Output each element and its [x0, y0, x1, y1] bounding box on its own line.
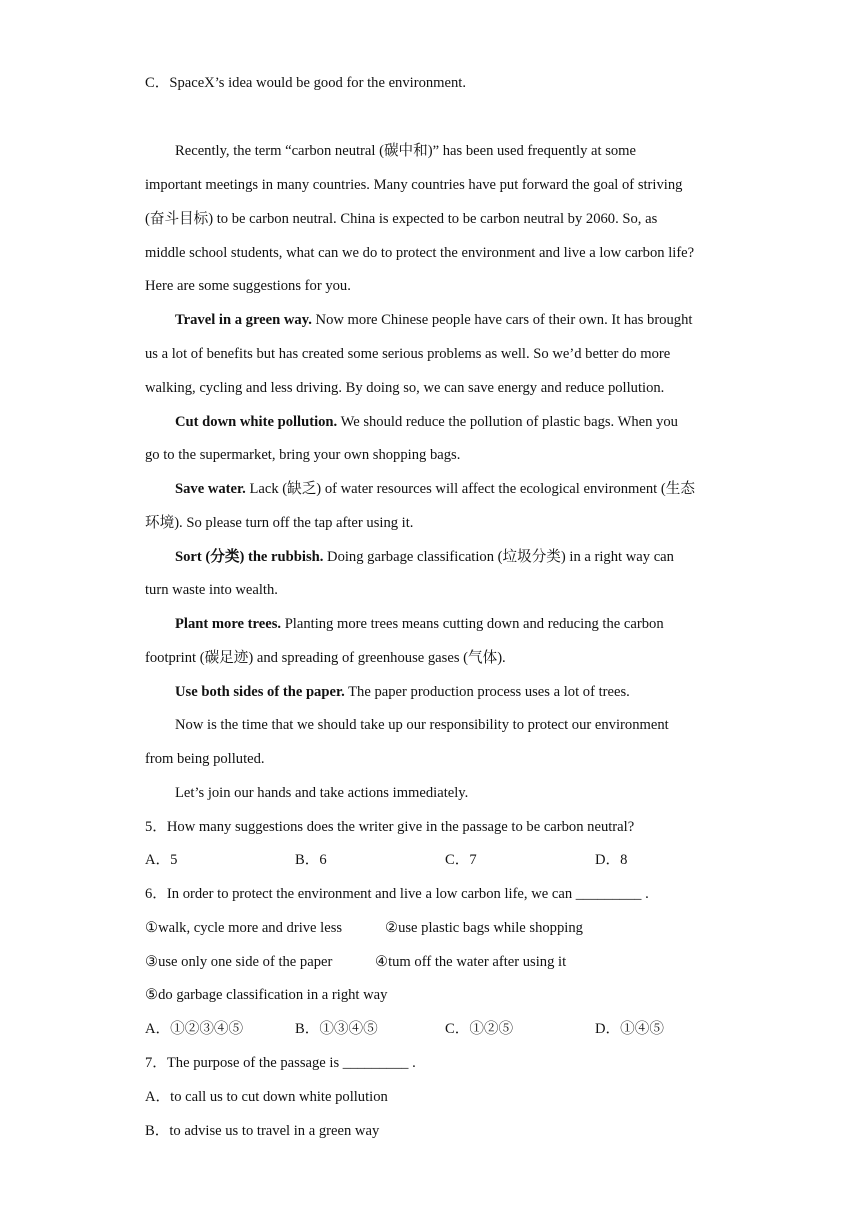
closing-line-2: from being polluted. — [145, 751, 265, 767]
closing-line-1: Now is the time that we should take up our responsibility to protect our environment — [175, 717, 669, 733]
closing-line-3: Let’s join our hands and take actions immediately. — [175, 785, 469, 801]
suggestion-2-heading: Cut down white pollution. — [175, 414, 338, 430]
question-6-option-b: B．①③④⑤ — [295, 1021, 378, 1037]
suggestion-3-line-1 — [175, 479, 695, 499]
suggestion-2-text: We should reduce the pollution of plastic bags. When you — [337, 414, 678, 430]
question-6-option-c: C．①②⑤ — [445, 1021, 514, 1037]
suggestion-5-line-2: footprint (碳足迹) and spreading of greenhouse gases (气体). — [145, 650, 506, 666]
suggestion-5-heading: Plant more trees. — [175, 616, 282, 632]
suggestion-6-text: The paper production process uses a lot of trees. — [344, 684, 630, 700]
question-6-item-5: ⑤do garbage classification in a right way — [145, 987, 388, 1003]
question-5-option-b: B．6 — [295, 852, 327, 868]
question-7-option-a: A．to call us to cut down white pollution — [145, 1089, 388, 1105]
intro-line-3: (奋斗目标) to be carbon neutral. China is expected to be carbon neutral by 2060. So, as — [145, 211, 658, 227]
prev-question-option-c: C．SpaceX’s idea would be good for the environment. — [145, 75, 466, 91]
suggestion-1-heading: Travel in a green way. — [175, 312, 312, 328]
suggestion-1-line-1 — [175, 310, 692, 330]
question-7-stem: 7．The purpose of the passage is _________ . — [145, 1055, 416, 1071]
suggestion-4-heading: Sort (分类) the rubbish. — [175, 549, 324, 565]
suggestion-2-line-2: go to the supermarket, bring your own shopping bags. — [145, 447, 461, 463]
question-5-stem: 5．How many suggestions does the writer give in the passage to be carbon neutral? — [145, 819, 635, 835]
intro-line-1: Recently, the term “carbon neutral (碳中和)” has been used frequently at some — [175, 143, 637, 159]
suggestion-2-line-1 — [175, 412, 678, 432]
suggestion-5-text: Planting more trees means cutting down and reducing the carbon — [281, 616, 664, 632]
question-6-option-a: A．①②③④⑤ — [145, 1021, 244, 1037]
question-6-stem: 6．In order to protect the environment and live a low carbon life, we can _________ . — [145, 886, 649, 902]
question-5-option-a: A．5 — [145, 852, 178, 868]
suggestion-4-line-2: turn waste into wealth. — [145, 582, 278, 598]
intro-line-5: Here are some suggestions for you. — [145, 278, 351, 294]
question-7-option-b: B．to advise us to travel in a green way — [145, 1123, 380, 1139]
suggestion-3-text: Lack (缺乏) of water resources will affect the ecological environment (生态 — [245, 481, 695, 497]
suggestion-1-text: Now more Chinese people have cars of their own. It has brought — [311, 312, 693, 328]
question-6-item-4: ④tum off the water after using it — [375, 954, 567, 970]
question-6-option-d: D．①④⑤ — [595, 1021, 664, 1037]
question-6-item-2: ②use plastic bags while shopping — [385, 920, 583, 936]
suggestion-5-line-1 — [175, 614, 664, 634]
intro-line-4: middle school students, what can we do to protect the environment and live a low carbon life? — [145, 245, 695, 261]
intro-line-2: important meetings in many countries. Many countries have put forward the goal of striving — [145, 177, 683, 193]
suggestion-6-line-1 — [175, 682, 630, 702]
suggestion-1-line-3: walking, cycling and less driving. By doing so, we can save energy and reduce pollution. — [145, 380, 665, 396]
suggestion-4-text: Doing garbage classification (垃圾分类) in a right way can — [323, 549, 674, 565]
suggestion-3-line-2: 环境). So please turn off the tap after using it. — [145, 515, 414, 531]
suggestion-6-heading: Use both sides of the paper. — [175, 684, 345, 700]
question-6-item-1: ①walk, cycle more and drive less — [145, 920, 343, 936]
question-5-option-c: C．7 — [445, 852, 477, 868]
suggestion-3-heading: Save water. — [175, 481, 246, 497]
question-6-item-3: ③use only one side of the paper — [145, 954, 333, 970]
suggestion-4-line-1 — [175, 547, 674, 567]
suggestion-1-line-2: us a lot of benefits but has created some serious problems as well. So we’d better do more — [145, 346, 671, 362]
question-5-option-d: D．8 — [595, 852, 628, 868]
